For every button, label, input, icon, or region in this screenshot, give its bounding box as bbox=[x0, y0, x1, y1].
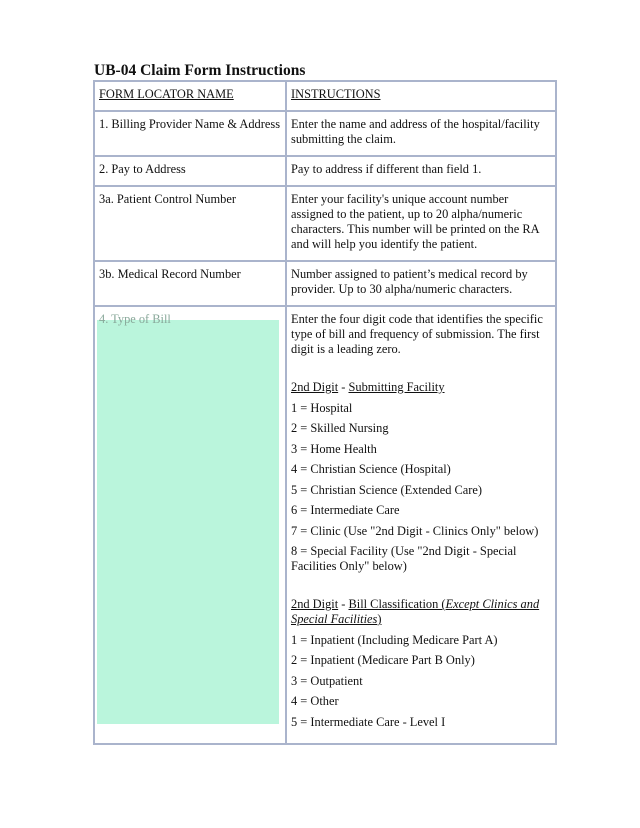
table-row bbox=[94, 111, 556, 156]
type-of-bill-intro: Enter the four digit code that identifies the specific type of bill and frequency of submission. The first digit is a leading zero. bbox=[291, 312, 543, 356]
page-title: UB-04 Claim Form Instructions bbox=[94, 62, 306, 79]
row-name: 2. Pay to Address bbox=[94, 156, 286, 186]
header-col1-label: FORM LOCATOR NAME bbox=[99, 87, 234, 101]
list-item: 1 = Hospital bbox=[291, 400, 353, 415]
type-of-bill-label: 4. Type of Bill bbox=[99, 312, 171, 326]
row-instructions: Enter the name and address of the hospital/facility submitting the claim. bbox=[286, 111, 556, 156]
row-name: 3b. Medical Record Number bbox=[94, 261, 286, 306]
section-heading-submitting-facility: 2nd Digit - Submitting Facility bbox=[291, 380, 445, 394]
header-instructions bbox=[286, 81, 556, 111]
list-item: 3 = Outpatient bbox=[291, 673, 363, 688]
list-item: 4 = Other bbox=[291, 694, 339, 708]
table-row bbox=[94, 156, 556, 186]
list-item: 7 = Clinic (Use "2nd Digit - Clinics Only" below) bbox=[291, 523, 539, 538]
instructions-table bbox=[93, 80, 557, 745]
list-item: 3 = Home Health bbox=[291, 441, 377, 456]
list-item: 4 = Christian Science (Hospital) bbox=[291, 462, 451, 476]
section-heading-bill-classification: 2nd Digit - Bill Classification (Except Clinics and Special Facilities) bbox=[291, 597, 540, 626]
list-item: 2 = Inpatient (Medicare Part B Only) bbox=[291, 653, 475, 667]
row-name: 1. Billing Provider Name & Address bbox=[94, 111, 286, 156]
table-row bbox=[94, 261, 556, 306]
header-col2-label: INSTRUCTIONS bbox=[291, 87, 381, 101]
table-header-row bbox=[94, 81, 556, 111]
list-item: 6 = Intermediate Care bbox=[291, 503, 400, 517]
header-form-locator-name bbox=[94, 81, 286, 111]
row-name: 3a. Patient Control Number bbox=[94, 186, 286, 261]
highlight-region bbox=[97, 320, 279, 724]
table-row bbox=[94, 186, 556, 261]
list-item: 5 = Intermediate Care - Level I bbox=[291, 714, 446, 729]
row-instructions: Pay to address if different than field 1. bbox=[286, 156, 556, 186]
table-row-type-of-bill bbox=[94, 306, 556, 744]
row-instructions: Number assigned to patient’s medical record by provider. Up to 30 alpha/numeric characters. bbox=[286, 261, 556, 306]
row-instructions: Enter your facility's unique account number assigned to the patient, up to 20 alpha/numeric characters. This number will be printed on the RA and will help you identify the patient. bbox=[286, 186, 556, 261]
list-item: 1 = Inpatient (Including Medicare Part A) bbox=[291, 632, 498, 647]
list-item: 2 = Skilled Nursing bbox=[291, 421, 389, 435]
list-item: 5 = Christian Science (Extended Care) bbox=[291, 482, 483, 497]
list-item: 8 = Special Facility (Use "2nd Digit - Special Facilities Only" below) bbox=[291, 544, 517, 573]
type-of-bill-name-cell bbox=[94, 306, 286, 744]
type-of-bill-instructions bbox=[286, 306, 556, 744]
